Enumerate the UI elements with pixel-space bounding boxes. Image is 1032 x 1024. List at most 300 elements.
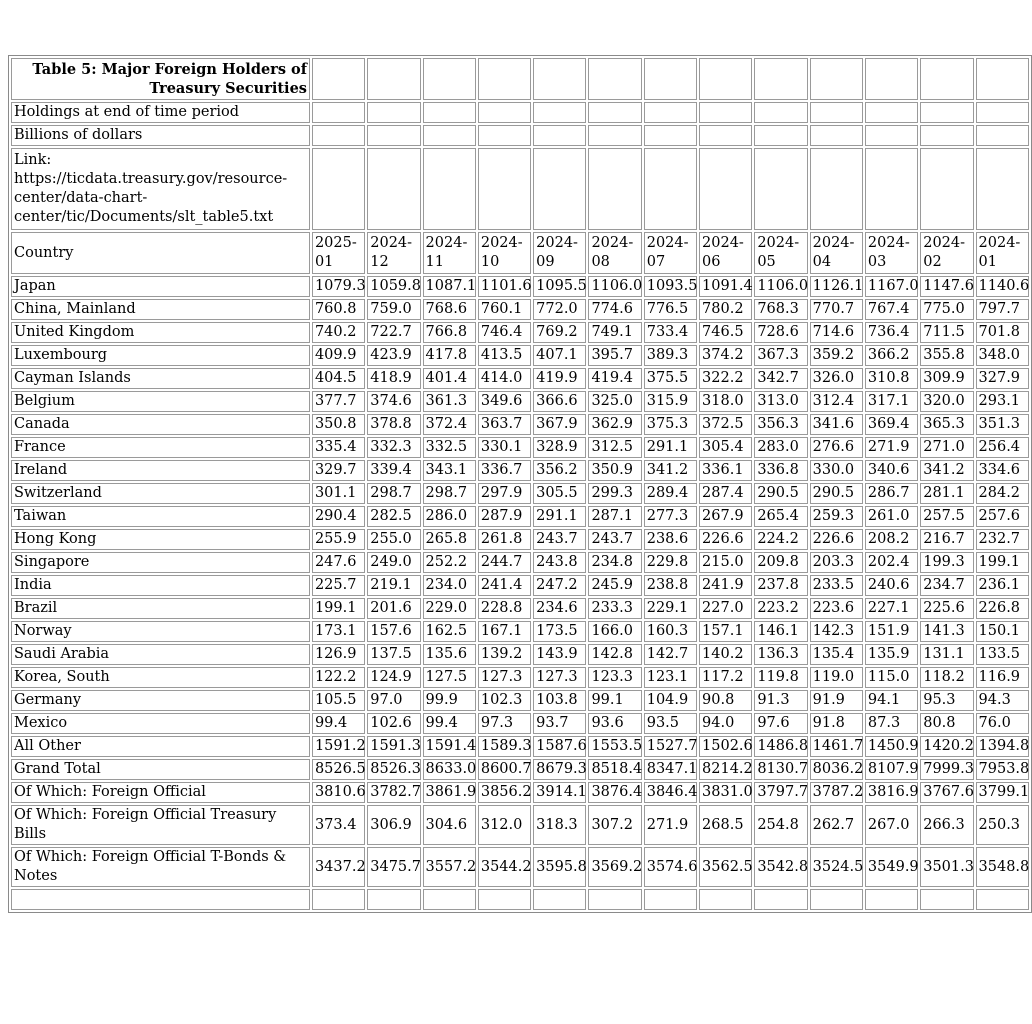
table-row xyxy=(11,483,1029,504)
value-cell: 157.1 xyxy=(699,621,752,642)
value-cell: 3548.8 xyxy=(976,847,1029,887)
blank-cell xyxy=(312,58,365,100)
value-cell: 287.4 xyxy=(699,483,752,504)
value-cell: 1093.5 xyxy=(644,276,697,297)
value-cell: 241.4 xyxy=(478,575,531,596)
value-cell: 1106.0 xyxy=(754,276,807,297)
value-cell: 418.9 xyxy=(367,368,420,389)
table-row xyxy=(11,345,1029,366)
value-cell: 413.5 xyxy=(478,345,531,366)
value-cell: 287.9 xyxy=(478,506,531,527)
table-row xyxy=(11,690,1029,711)
value-cell: 141.3 xyxy=(920,621,973,642)
value-cell: 760.8 xyxy=(312,299,365,320)
value-cell: 3475.7 xyxy=(367,847,420,887)
value-cell: 234.7 xyxy=(920,575,973,596)
blank-cell xyxy=(976,58,1029,100)
value-cell: 282.5 xyxy=(367,506,420,527)
value-cell: 137.5 xyxy=(367,644,420,665)
blank-cell xyxy=(478,102,531,123)
value-cell: 209.8 xyxy=(754,552,807,573)
value-cell: 305.4 xyxy=(699,437,752,458)
value-cell: 236.1 xyxy=(976,575,1029,596)
value-cell: 99.1 xyxy=(588,690,641,711)
value-cell: 254.8 xyxy=(754,805,807,845)
value-cell: 1126.1 xyxy=(810,276,863,297)
value-cell: 257.5 xyxy=(920,506,973,527)
value-cell: 123.1 xyxy=(644,667,697,688)
value-cell: 1394.8 xyxy=(976,736,1029,757)
blank-cell xyxy=(423,125,476,146)
value-cell: 740.2 xyxy=(312,322,365,343)
blank-cell xyxy=(533,102,586,123)
value-cell: 234.6 xyxy=(533,598,586,619)
country-cell: Singapore xyxy=(11,552,310,573)
value-cell: 1553.5 xyxy=(588,736,641,757)
value-cell: 336.8 xyxy=(754,460,807,481)
value-cell: 340.6 xyxy=(865,460,918,481)
country-cell: Japan xyxy=(11,276,310,297)
value-cell: 286.7 xyxy=(865,483,918,504)
blank-cell xyxy=(699,125,752,146)
value-cell: 8600.7 xyxy=(478,759,531,780)
value-cell: 797.7 xyxy=(976,299,1029,320)
value-cell: 780.2 xyxy=(699,299,752,320)
blank-cell xyxy=(920,58,973,100)
value-cell: 135.4 xyxy=(810,644,863,665)
value-cell: 310.8 xyxy=(865,368,918,389)
value-cell: 307.2 xyxy=(588,805,641,845)
country-cell: Luxembourg xyxy=(11,345,310,366)
value-cell: 91.9 xyxy=(810,690,863,711)
table-row xyxy=(11,621,1029,642)
value-cell: 373.4 xyxy=(312,805,365,845)
value-cell: 775.0 xyxy=(920,299,973,320)
value-cell: 93.5 xyxy=(644,713,697,734)
value-cell: 389.3 xyxy=(644,345,697,366)
value-cell: 327.9 xyxy=(976,368,1029,389)
value-cell: 419.4 xyxy=(588,368,641,389)
value-cell: 8526.5 xyxy=(312,759,365,780)
value-cell: 268.5 xyxy=(699,805,752,845)
blank-cell xyxy=(644,889,697,910)
blank-cell xyxy=(754,58,807,100)
value-cell: 238.8 xyxy=(644,575,697,596)
value-cell: 342.7 xyxy=(754,368,807,389)
value-cell: 3876.4 xyxy=(588,782,641,803)
value-cell: 255.0 xyxy=(367,529,420,550)
value-cell: 225.6 xyxy=(920,598,973,619)
value-cell: 256.4 xyxy=(976,437,1029,458)
value-cell: 746.5 xyxy=(699,322,752,343)
blank-cell xyxy=(865,58,918,100)
value-cell: 271.0 xyxy=(920,437,973,458)
period-header: 2024- 05 xyxy=(754,232,807,274)
value-cell: 261.0 xyxy=(865,506,918,527)
value-cell: 417.8 xyxy=(423,345,476,366)
value-cell: 746.4 xyxy=(478,322,531,343)
header-row xyxy=(11,232,1029,274)
value-cell: 7999.3 xyxy=(920,759,973,780)
value-cell: 711.5 xyxy=(920,322,973,343)
value-cell: 226.8 xyxy=(976,598,1029,619)
value-cell: 240.6 xyxy=(865,575,918,596)
period-header: 2024- 07 xyxy=(644,232,697,274)
value-cell: 202.4 xyxy=(865,552,918,573)
value-cell: 374.2 xyxy=(699,345,752,366)
blank-cell xyxy=(423,102,476,123)
value-cell: 238.6 xyxy=(644,529,697,550)
blank-cell xyxy=(478,58,531,100)
value-cell: 97.3 xyxy=(478,713,531,734)
value-cell: 271.9 xyxy=(865,437,918,458)
value-cell: 241.9 xyxy=(699,575,752,596)
value-cell: 229.1 xyxy=(644,598,697,619)
value-cell: 1140.6 xyxy=(976,276,1029,297)
value-cell: 119.8 xyxy=(754,667,807,688)
value-cell: 3856.2 xyxy=(478,782,531,803)
value-cell: 8036.2 xyxy=(810,759,863,780)
value-cell: 770.7 xyxy=(810,299,863,320)
value-cell: 3797.7 xyxy=(754,782,807,803)
value-cell: 1589.3 xyxy=(478,736,531,757)
value-cell: 249.0 xyxy=(367,552,420,573)
value-cell: 312.5 xyxy=(588,437,641,458)
blank-cell xyxy=(533,148,586,230)
value-cell: 367.9 xyxy=(533,414,586,435)
value-cell: 3914.1 xyxy=(533,782,586,803)
value-cell: 233.5 xyxy=(810,575,863,596)
value-cell: 290.4 xyxy=(312,506,365,527)
value-cell: 366.2 xyxy=(865,345,918,366)
blank-cell xyxy=(865,889,918,910)
value-cell: 102.3 xyxy=(478,690,531,711)
value-cell: 304.6 xyxy=(423,805,476,845)
table-row xyxy=(11,276,1029,297)
blank-cell xyxy=(920,102,973,123)
country-cell: Canada xyxy=(11,414,310,435)
blank-cell xyxy=(754,125,807,146)
value-cell: 287.1 xyxy=(588,506,641,527)
value-cell: 374.6 xyxy=(367,391,420,412)
value-cell: 330.0 xyxy=(810,460,863,481)
blank-cell xyxy=(810,58,863,100)
value-cell: 367.3 xyxy=(754,345,807,366)
table-row xyxy=(11,299,1029,320)
blank-cell xyxy=(865,125,918,146)
table-subtitle: Holdings at end of time period xyxy=(11,102,310,123)
country-cell: Saudi Arabia xyxy=(11,644,310,665)
value-cell: 291.1 xyxy=(644,437,697,458)
value-cell: 343.1 xyxy=(423,460,476,481)
value-cell: 226.6 xyxy=(699,529,752,550)
value-cell: 1587.6 xyxy=(533,736,586,757)
blank-cell xyxy=(976,125,1029,146)
value-cell: 234.0 xyxy=(423,575,476,596)
value-cell: 728.6 xyxy=(754,322,807,343)
value-cell: 146.1 xyxy=(754,621,807,642)
value-cell: 124.9 xyxy=(367,667,420,688)
country-cell: Taiwan xyxy=(11,506,310,527)
value-cell: 123.3 xyxy=(588,667,641,688)
value-cell: 199.3 xyxy=(920,552,973,573)
value-cell: 8347.1 xyxy=(644,759,697,780)
value-cell: 315.9 xyxy=(644,391,697,412)
value-cell: 1059.8 xyxy=(367,276,420,297)
blank-cell xyxy=(644,58,697,100)
country-cell: United Kingdom xyxy=(11,322,310,343)
value-cell: 226.6 xyxy=(810,529,863,550)
value-cell: 772.0 xyxy=(533,299,586,320)
period-header: 2024- 02 xyxy=(920,232,973,274)
value-cell: 3782.7 xyxy=(367,782,420,803)
value-cell: 325.0 xyxy=(588,391,641,412)
holders-table xyxy=(8,55,1032,913)
value-cell: 375.3 xyxy=(644,414,697,435)
value-cell: 339.4 xyxy=(367,460,420,481)
value-cell: 140.2 xyxy=(699,644,752,665)
value-cell: 87.3 xyxy=(865,713,918,734)
blank-cell xyxy=(588,889,641,910)
blank-cell xyxy=(533,125,586,146)
value-cell: 312.0 xyxy=(478,805,531,845)
country-cell: Grand Total xyxy=(11,759,310,780)
value-cell: 733.4 xyxy=(644,322,697,343)
value-cell: 223.6 xyxy=(810,598,863,619)
value-cell: 1461.7 xyxy=(810,736,863,757)
value-cell: 3595.8 xyxy=(533,847,586,887)
value-cell: 228.8 xyxy=(478,598,531,619)
value-cell: 768.3 xyxy=(754,299,807,320)
value-cell: 312.4 xyxy=(810,391,863,412)
value-cell: 351.3 xyxy=(976,414,1029,435)
value-cell: 336.1 xyxy=(699,460,752,481)
value-cell: 247.6 xyxy=(312,552,365,573)
blank-cell xyxy=(976,102,1029,123)
units-row xyxy=(11,125,1029,146)
value-cell: 359.2 xyxy=(810,345,863,366)
value-cell: 423.9 xyxy=(367,345,420,366)
value-cell: 7953.8 xyxy=(976,759,1029,780)
country-cell: Switzerland xyxy=(11,483,310,504)
blank-cell xyxy=(644,148,697,230)
value-cell: 91.8 xyxy=(810,713,863,734)
value-cell: 330.1 xyxy=(478,437,531,458)
value-cell: 135.9 xyxy=(865,644,918,665)
value-cell: 173.5 xyxy=(533,621,586,642)
blank-cell xyxy=(423,58,476,100)
blank-cell xyxy=(644,125,697,146)
value-cell: 299.3 xyxy=(588,483,641,504)
value-cell: 776.5 xyxy=(644,299,697,320)
blank-cell xyxy=(976,148,1029,230)
period-header: 2024- 08 xyxy=(588,232,641,274)
value-cell: 1502.6 xyxy=(699,736,752,757)
value-cell: 277.3 xyxy=(644,506,697,527)
blank-cell xyxy=(699,148,752,230)
period-header: 2024- 09 xyxy=(533,232,586,274)
value-cell: 332.3 xyxy=(367,437,420,458)
value-cell: 3861.9 xyxy=(423,782,476,803)
table-row xyxy=(11,414,1029,435)
value-cell: 759.0 xyxy=(367,299,420,320)
value-cell: 150.1 xyxy=(976,621,1029,642)
value-cell: 749.1 xyxy=(588,322,641,343)
value-cell: 261.8 xyxy=(478,529,531,550)
value-cell: 1591.3 xyxy=(367,736,420,757)
value-cell: 91.3 xyxy=(754,690,807,711)
value-cell: 259.3 xyxy=(810,506,863,527)
table-row xyxy=(11,529,1029,550)
value-cell: 227.1 xyxy=(865,598,918,619)
period-header: 2024- 10 xyxy=(478,232,531,274)
subtitle-row xyxy=(11,102,1029,123)
country-cell: Mexico xyxy=(11,713,310,734)
value-cell: 225.7 xyxy=(312,575,365,596)
value-cell: 157.6 xyxy=(367,621,420,642)
value-cell: 234.8 xyxy=(588,552,641,573)
value-cell: 3544.2 xyxy=(478,847,531,887)
country-cell: All Other xyxy=(11,736,310,757)
value-cell: 375.5 xyxy=(644,368,697,389)
value-cell: 116.9 xyxy=(976,667,1029,688)
blank-cell xyxy=(367,102,420,123)
value-cell: 317.1 xyxy=(865,391,918,412)
value-cell: 363.7 xyxy=(478,414,531,435)
value-cell: 3562.5 xyxy=(699,847,752,887)
value-cell: 166.0 xyxy=(588,621,641,642)
value-cell: 216.7 xyxy=(920,529,973,550)
value-cell: 298.7 xyxy=(367,483,420,504)
value-cell: 142.8 xyxy=(588,644,641,665)
value-cell: 365.3 xyxy=(920,414,973,435)
value-cell: 290.5 xyxy=(810,483,863,504)
country-cell: Of Which: Foreign Official T-Bonds & Notes xyxy=(11,847,310,887)
value-cell: 267.0 xyxy=(865,805,918,845)
value-cell: 95.3 xyxy=(920,690,973,711)
value-cell: 372.5 xyxy=(699,414,752,435)
blank-cell xyxy=(976,889,1029,910)
value-cell: 229.8 xyxy=(644,552,697,573)
value-cell: 3787.2 xyxy=(810,782,863,803)
period-header: 2024- 06 xyxy=(699,232,752,274)
value-cell: 266.3 xyxy=(920,805,973,845)
country-header: Country xyxy=(11,232,310,274)
table-row xyxy=(11,644,1029,665)
value-cell: 768.6 xyxy=(423,299,476,320)
table-link: Link: https://ticdata.treasury.gov/resource-center/data-chart-center/tic/Documents/slt_table5.txt xyxy=(11,148,310,230)
value-cell: 208.2 xyxy=(865,529,918,550)
value-cell: 105.5 xyxy=(312,690,365,711)
value-cell: 3767.6 xyxy=(920,782,973,803)
blank-cell xyxy=(367,58,420,100)
value-cell: 135.6 xyxy=(423,644,476,665)
value-cell: 336.7 xyxy=(478,460,531,481)
value-cell: 701.8 xyxy=(976,322,1029,343)
value-cell: 301.1 xyxy=(312,483,365,504)
blank-cell xyxy=(699,889,752,910)
table-row xyxy=(11,759,1029,780)
blank-cell xyxy=(588,148,641,230)
value-cell: 341.2 xyxy=(644,460,697,481)
value-cell: 341.2 xyxy=(920,460,973,481)
value-cell: 348.0 xyxy=(976,345,1029,366)
value-cell: 199.1 xyxy=(976,552,1029,573)
value-cell: 318.3 xyxy=(533,805,586,845)
value-cell: 267.9 xyxy=(699,506,752,527)
value-cell: 223.2 xyxy=(754,598,807,619)
country-cell: Norway xyxy=(11,621,310,642)
value-cell: 350.9 xyxy=(588,460,641,481)
table-row xyxy=(11,322,1029,343)
table-row xyxy=(11,437,1029,458)
value-cell: 224.2 xyxy=(754,529,807,550)
blank-cell xyxy=(423,148,476,230)
table-row xyxy=(11,552,1029,573)
value-cell: 1167.0 xyxy=(865,276,918,297)
value-cell: 349.6 xyxy=(478,391,531,412)
value-cell: 361.3 xyxy=(423,391,476,412)
value-cell: 409.9 xyxy=(312,345,365,366)
trailing-row xyxy=(11,889,1029,910)
value-cell: 94.0 xyxy=(699,713,752,734)
blank-cell xyxy=(533,58,586,100)
blank-cell xyxy=(920,148,973,230)
value-cell: 1591.4 xyxy=(423,736,476,757)
value-cell: 94.1 xyxy=(865,690,918,711)
value-cell: 335.4 xyxy=(312,437,365,458)
value-cell: 247.2 xyxy=(533,575,586,596)
country-cell: France xyxy=(11,437,310,458)
blank-cell xyxy=(312,889,365,910)
value-cell: 271.9 xyxy=(644,805,697,845)
blank-cell xyxy=(367,889,420,910)
value-cell: 377.7 xyxy=(312,391,365,412)
value-cell: 262.7 xyxy=(810,805,863,845)
table-row xyxy=(11,368,1029,389)
blank-cell xyxy=(754,148,807,230)
value-cell: 237.8 xyxy=(754,575,807,596)
period-header: 2025- 01 xyxy=(312,232,365,274)
country-cell: Hong Kong xyxy=(11,529,310,550)
value-cell: 332.5 xyxy=(423,437,476,458)
country-cell: Cayman Islands xyxy=(11,368,310,389)
value-cell: 414.0 xyxy=(478,368,531,389)
table-row xyxy=(11,667,1029,688)
value-cell: 356.3 xyxy=(754,414,807,435)
link-row xyxy=(11,148,1029,230)
table-row xyxy=(11,460,1029,481)
country-cell: Ireland xyxy=(11,460,310,481)
value-cell: 119.0 xyxy=(810,667,863,688)
value-cell: 160.3 xyxy=(644,621,697,642)
value-cell: 265.4 xyxy=(754,506,807,527)
period-header: 2024- 03 xyxy=(865,232,918,274)
value-cell: 265.8 xyxy=(423,529,476,550)
blank-cell xyxy=(11,889,310,910)
value-cell: 407.1 xyxy=(533,345,586,366)
blank-cell xyxy=(699,102,752,123)
value-cell: 306.9 xyxy=(367,805,420,845)
value-cell: 8526.3 xyxy=(367,759,420,780)
value-cell: 760.1 xyxy=(478,299,531,320)
value-cell: 203.3 xyxy=(810,552,863,573)
value-cell: 1450.9 xyxy=(865,736,918,757)
country-cell: Of Which: Foreign Official xyxy=(11,782,310,803)
value-cell: 90.8 xyxy=(699,690,752,711)
value-cell: 276.6 xyxy=(810,437,863,458)
value-cell: 232.7 xyxy=(976,529,1029,550)
